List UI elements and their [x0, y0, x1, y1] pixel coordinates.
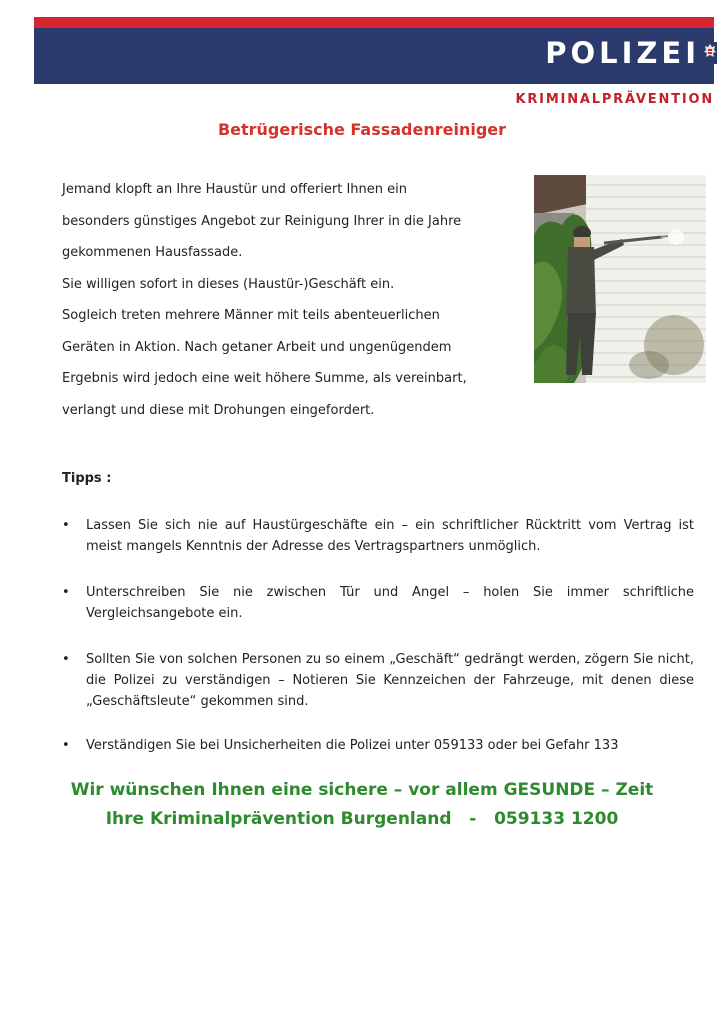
- intro-paragraph: [62, 174, 532, 426]
- intro-line: verlangt und diese mit Drohungen eingefordert.: [62, 402, 375, 418]
- intro-line: Sogleich treten mehrere Männer mit teils abenteuerlichen: [62, 308, 440, 323]
- bullet-icon: •: [62, 738, 70, 753]
- intro-line: gekommenen Hausfassade.: [62, 245, 243, 260]
- bullet-icon: •: [62, 585, 70, 600]
- tips-heading: Tipps :: [62, 471, 112, 486]
- bullet-icon: •: [62, 652, 70, 667]
- tip-item: [62, 515, 694, 557]
- intro-line: Jemand klopft an Ihre Haustür und offeriert Ihnen ein: [62, 182, 408, 197]
- tip-item: [62, 582, 694, 624]
- header-red-stripe: [34, 17, 714, 28]
- tip-text: Sollten Sie von solchen Personen zu so einem „Geschäft“ gedrängt werden, zögern Sie nicht, die Polizei zu verständigen – Notieren Sie Kennzeichen der Fahrzeuge, mit denen diese „Geschäftsleute“ gekommen sind.: [86, 652, 694, 709]
- tip-item: [62, 735, 694, 756]
- facade-cleaner-photo: [534, 175, 706, 383]
- intro-line: Ergebnis wird jedoch eine weit höhere Summe, als vereinbart,: [62, 371, 467, 386]
- bullet-icon: •: [62, 518, 70, 533]
- page-title: Betrügerische Fassadenreiniger: [217, 120, 507, 139]
- closing-signature: Ihre Kriminalprävention Burgenland - 059133 1200: [105, 809, 619, 829]
- intro-line: Sie willigen sofort in dieses (Haustür-)Geschäft ein.: [62, 276, 395, 292]
- polizei-logo-text: POLIZEI: [545, 36, 700, 70]
- intro-line: Geräten in Aktion. Nach getaner Arbeit und ungenügendem: [62, 339, 452, 355]
- tip-text: Verständigen Sie bei Unsicherheiten die Polizei unter 059133 oder bei Gefahr 133: [86, 738, 619, 753]
- austrian-eagle-icon: [703, 42, 717, 64]
- closing-wish: Wir wünschen Ihnen eine sichere – vor allem GESUNDE – Zeit: [70, 780, 654, 800]
- intro-line: besonders günstiges Angebot zur Reinigung Ihrer in die Jahre: [62, 213, 462, 229]
- kriminalpraevention-label: KRIMINALPRÄVENTION: [515, 92, 714, 107]
- tip-text: Lassen Sie sich nie auf Haustürgeschäfte ein – ein schriftlicher Rücktritt vom Vertrag ist meist mangels Kenntnis der Adresse des Vertragspartners unmöglich.: [86, 518, 694, 554]
- tip-text: Unterschreiben Sie nie zwischen Tür und Angel – holen Sie immer schriftliche Vergleichsangebote ein.: [86, 585, 694, 621]
- tip-item: [62, 649, 694, 712]
